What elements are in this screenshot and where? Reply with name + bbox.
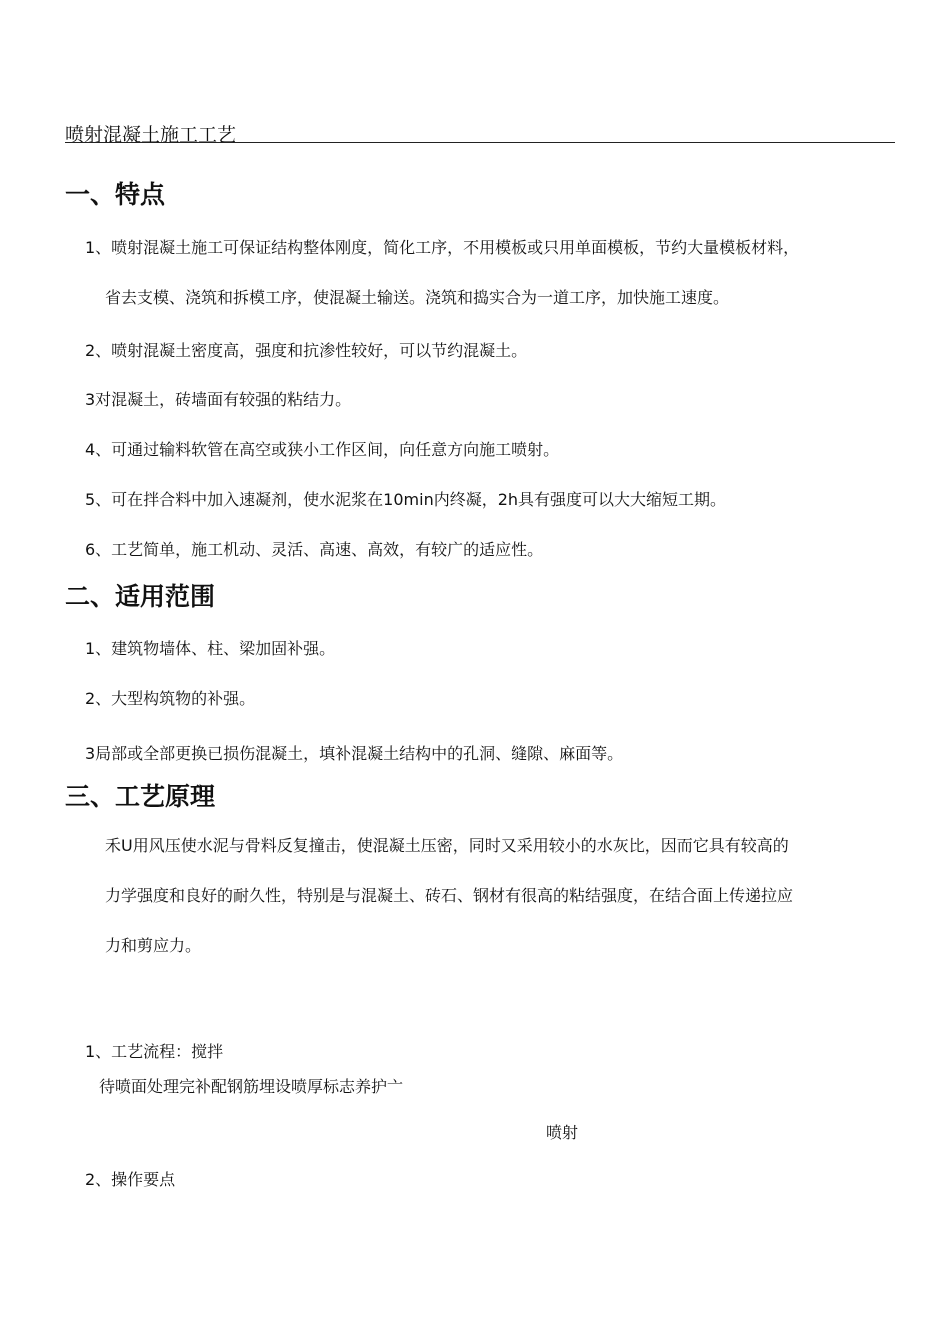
section-heading-features: 一、特点 [65,180,166,209]
feature-item-3: 3对混凝土，砖墙面有较强的粘结力。 [85,390,352,409]
scope-item-1: 1、建筑物墙体、柱、梁加固补强。 [85,639,336,658]
feature-item-1-cont: 省去支模、浇筑和拆模工序，使混凝土输送。浇筑和捣实合为一道工序，加快施工速度。 [105,288,730,307]
principle-line-3: 力和剪应力。 [105,936,202,955]
feature-item-2: 2、喷射混凝土密度高，强度和抗渗性较好，可以节约混凝土。 [85,341,528,360]
section-heading-principle: 三、工艺原理 [65,782,216,811]
feature-item-4: 4、可通过输料软管在高空或狭小工作区间，向任意方向施工喷射。 [85,440,560,459]
feature-item-6: 6、工艺简单，施工机动、灵活、高速、高效，有较广的适应性。 [85,540,544,559]
scope-item-3: 3局部或全部更换已损伤混凝土，填补混凝土结构中的孔洞、缝隙、麻面等。 [85,744,624,763]
scope-item-2: 2、大型构筑物的补强。 [85,689,256,708]
principle-line-1: 禾U用风压使水泥与骨料反复撞击，使混凝土压密，同时又采用较小的水灰比，因而它具有较高的 [105,836,789,855]
principle-line-2: 力学强度和良好的耐久性，特别是与混凝土、砖石、钢材有很高的粘结强度，在结合面上传递拉应 [105,886,794,905]
process-flow-label: 1、工艺流程：搅拌 [85,1042,224,1061]
document-title: 喷射混凝土施工工艺 [65,124,237,146]
feature-item-5: 5、可在拌合料中加入速凝剂，使水泥浆在10min内终凝，2h具有强度可以大大缩短工期。 [85,490,727,509]
operation-points-label: 2、操作要点 [85,1170,176,1189]
process-flow-steps: 待喷面处理完补配钢筋埋设喷厚标志养护亠 [99,1077,404,1096]
title-divider [65,142,895,143]
feature-item-1: 1、喷射混凝土施工可保证结构整体刚度，简化工序，不用模板或只用单面模板，节约大量模板材料， [85,238,800,257]
section-heading-scope: 二、适用范围 [65,582,216,611]
process-flow-sub: 喷射 [546,1123,579,1142]
